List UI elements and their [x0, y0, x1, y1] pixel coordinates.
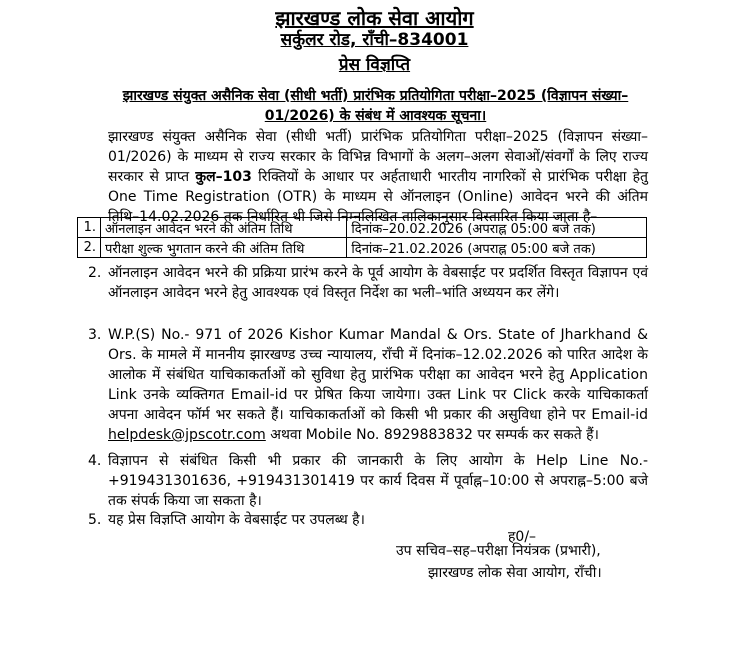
table-row: [78, 218, 647, 238]
item-4-text: विज्ञापन से संबंधित किसी भी प्रकार की जानकारी के लिए आयोग के Help Line No.- +919431301636, +919431301419 पर कार्य दिवस में पूर्वाह्न–10:00 से अपराह्न–5:00 बजे तक संपर्क किया जा सकता है।: [108, 453, 648, 509]
row-value: दिनांक–21.02.2026 (अपराह्न 05:00 बजे तक): [347, 238, 647, 258]
org-address: सर्कुलर रोड, राँची–834001: [280, 30, 469, 50]
signature-mark: ह0/–: [508, 529, 537, 545]
helpdesk-email-link[interactable]: helpdesk@jpscotr.com: [108, 427, 266, 443]
signatory-organization: झारखण्ड लोक सेवा आयोग, राँची।: [428, 565, 602, 581]
row-label: ऑनलाइन आवेदन भरने की अंतिम तिथि: [101, 218, 347, 238]
signatory-designation: उप सचिव–सह–परीक्षा नियंत्रक (प्रभारी),: [396, 543, 601, 559]
row-label: परीक्षा शुल्क भुगतान करने की अंतिम तिथि: [101, 238, 347, 258]
intro-text-1: झारखण्ड संयुक्त असैनिक सेवा (सीधी भर्ती) प्रारंभिक प्रतियोगिता परीक्षा–2025 (विज्ञापन संख्या–01/2026) के माध्यम से राज्य सरकार के विभिन्न विभागों के अलग–अलग सेवाओं/संवर्गों के लिए राज्य सरकार से प्राप्त: [108, 129, 648, 185]
item-number: 4.: [88, 453, 102, 469]
item-number: 2.: [88, 265, 102, 281]
document-type: प्रेस विज्ञप्ति: [338, 55, 411, 75]
table-row: [78, 238, 647, 258]
item-number: 5.: [88, 512, 102, 528]
item-3-text-before: W.P.(S) No.- 971 of 2026 Kishor Kumar Mandal & Ors. State of Jharkhand & Ors. के मामले में माननीय झारखण्ड उच्च न्यायालय, राँची में दिनांक–12.02.2026 को पारित आदेश के आलोक में संबंधित याचिकाकर्ताओं को सुविधा हेतु प्रारंभिक परीक्षा का आवेदन भरने हेतु Application Link उनके व्यक्तिगत Email-id पर प्रेषित किया जायेगा। उक्त Link पर Click करके याचिकाकर्ता अपना आवेदन फॉर्म भर सकते हैं। याचिकाकर्ताओं को किसी भी प्रकार की असुविधा होने पर Email-id: [108, 327, 648, 423]
item-2-text: ऑनलाइन आवेदन भरने की प्रक्रिया प्रारंभ करने के पूर्व आयोग के वेबसाईट पर प्रदर्शित विस्तृत विज्ञापन एवं ऑनलाइन आवेदन भरने हेतु आवश्यक एवं विस्तृत निर्देश का भली–भांति अध्ययन कर लेंगे।: [108, 265, 648, 301]
row-number: 1.: [78, 218, 101, 238]
org-title: झारखण्ड लोक सेवा आयोग: [275, 6, 474, 30]
item-5-text: यह प्रेस विज्ञप्ति आयोग के वेबसाईट पर उपलब्ध है।: [108, 512, 365, 528]
row-number: 2.: [78, 238, 101, 258]
dates-table: [77, 217, 647, 258]
row-value: दिनांक–20.02.2026 (अपराह्न 05:00 बजे तक): [347, 218, 647, 238]
total-vacancies: कुल–103: [195, 169, 252, 185]
intro-text-2: रिक्तियों के आधार पर अर्हताधारी भारतीय नागरिकों से प्रारंभिक परीक्षा हेतु One Time Registration (OTR) के माध्यम से ऑनलाइन (Online) आवेदन भरने की अंतिम तिथि–14.02.2026 तक निर्धारित थी जिसे निम्नलिखित तालिकानुसार विस्तारित किया जाता है–: [108, 169, 649, 225]
item-number: 3.: [88, 327, 102, 343]
intro-paragraph: [108, 127, 648, 227]
notice-subject: झारखण्ड संयुक्त असैनिक सेवा (सीधी भर्ती) प्रारंभिक प्रतियोगिता परीक्षा–2025 (विज्ञापन संख्या–01/2026) के संबंध में आवश्यक सूचना।: [122, 88, 629, 124]
item-3-text-after: अथवा Mobile No. 8929883832 पर सम्पर्क कर सकते हैं।: [270, 427, 599, 443]
item-3-text: [108, 325, 648, 445]
